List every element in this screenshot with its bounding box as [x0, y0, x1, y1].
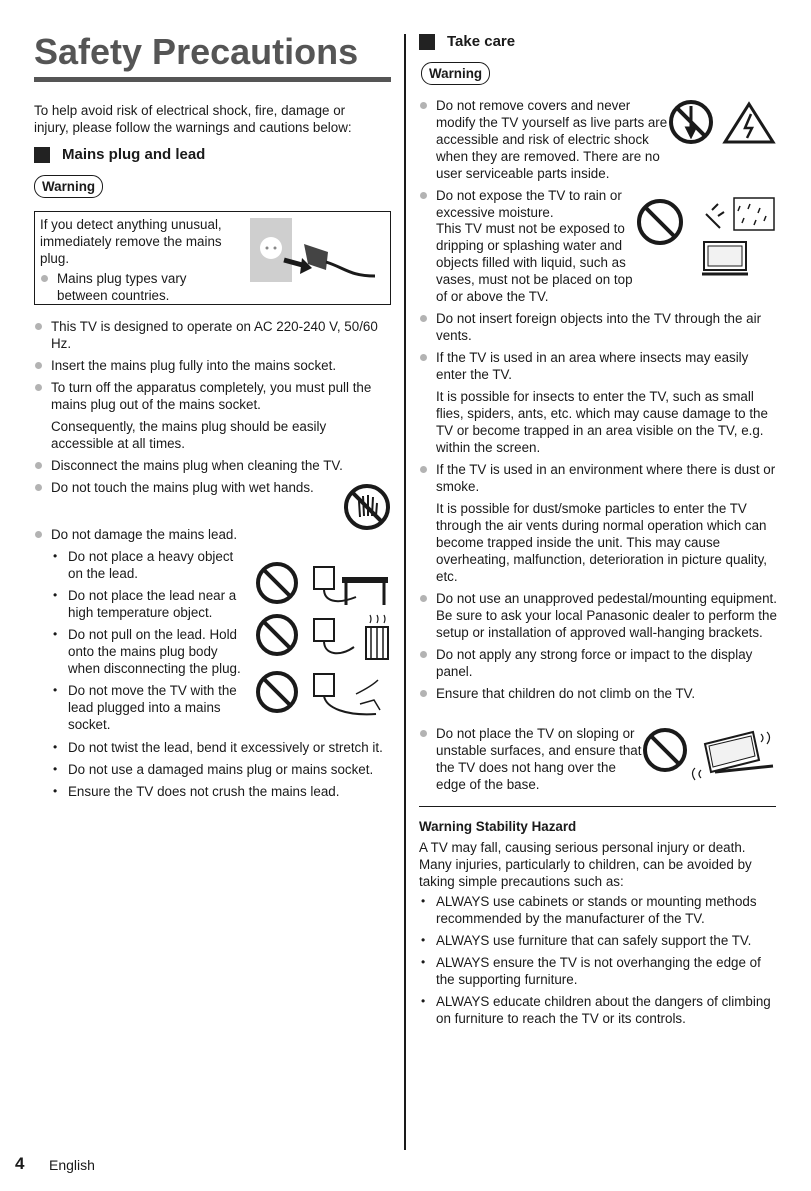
no-unstable-surface-icon — [643, 726, 779, 782]
warning-badge-left — [34, 175, 103, 198]
insects-detail: It is possible for insects to enter the TV, such as small flies, spiders, ants, etc. which may cause damage to the TV or become trapped in an area visible on the TV, e.g. within the screen. — [436, 389, 768, 455]
lead-item-damaged: • Do not use a damaged mains plug or mains socket. — [51, 761, 391, 778]
intro-text: To help avoid risk of electrical shock, fire, damage or injury, please follow the warnings and cautions below: — [34, 103, 352, 135]
box-main-text: If you detect anything unusual, immediately remove the mains plug. — [40, 217, 222, 266]
box-note: Mains plug types vary between countries. — [40, 270, 240, 304]
take-care-list-bottom — [419, 725, 647, 793]
bullet-ac-voltage: This TV is designed to operate on AC 220-240 V, 50/60 Hz. — [34, 318, 389, 352]
stability-divider — [419, 806, 776, 807]
stability-item-educate: • ALWAYS educate children about the dangers of climbing on furniture to reach the TV or its controls. — [419, 993, 779, 1027]
section-title-mains: Mains plug and lead — [62, 146, 206, 163]
page-language: English — [49, 1157, 95, 1173]
lead-item-heavy: • Do not place a heavy object on the lead. — [51, 548, 241, 582]
bullet-disconnect-cleaning: Disconnect the mains plug when cleaning the TV. — [34, 457, 389, 474]
stability-item-overhang: • ALWAYS ensure the TV is not overhanging the edge of the supporting furniture. — [419, 954, 779, 988]
mains-bullet-list — [34, 318, 389, 496]
item-children-climb: Ensure that children do not climb on the TV. — [419, 685, 779, 702]
item-force: Do not apply any strong force or impact to the display panel. — [419, 646, 779, 680]
section-title-take-care: Take care — [447, 33, 516, 50]
section-marker-icon — [34, 147, 50, 163]
lead-heading: Do not damage the mains lead. — [34, 526, 389, 543]
no-disassembly-icon — [669, 98, 779, 146]
moisture-detail: This TV must not be exposed to dripping or splashing water and objects filled with liquid, such as vases, must not be placed on top of or above the TV. — [436, 221, 633, 304]
stability-list — [419, 893, 779, 1027]
item-air-vents: Do not insert foreign objects into the TV through the air vents. — [419, 310, 779, 344]
lead-items-short — [51, 548, 241, 733]
warning-label: Warning — [34, 175, 103, 198]
item-moisture: Do not expose the TV to rain or excessive moisture. — [419, 187, 669, 221]
title-underline — [34, 77, 391, 82]
stability-title: Warning Stability Hazard — [419, 819, 577, 834]
consequently-text: Consequently, the mains plug should be easily accessible at all times. — [51, 419, 327, 451]
bullet-wet-hands: Do not touch the mains plug with wet hands. — [34, 479, 389, 496]
warning-badge-right — [421, 62, 490, 85]
section-marker-icon — [419, 34, 435, 50]
item-pedestal: Do not use an unapproved pedestal/mounting equipment. Be sure to ask your local Panasonic dealer to perform the setup or installation of approved wall-hanging brackets. — [419, 590, 779, 641]
lead-heading-list — [34, 526, 389, 543]
lead-item-pull: • Do not pull on the lead. Hold onto the mains plug body when disconnecting the plug. — [51, 626, 241, 677]
no-heat-source-icon — [256, 613, 392, 663]
stability-item-cabinets: • ALWAYS use cabinets or stands or mounting methods recommended by the manufacturer of the TV. — [419, 893, 779, 927]
stability-intro: A TV may fall, causing serious personal injury or death. Many injuries, particularly to children, can be avoided by taking simple precautions such as: — [419, 840, 752, 889]
no-pull-lead-icon — [256, 670, 392, 722]
no-heavy-object-icon — [256, 561, 392, 609]
item-insects: If the TV is used in an area where insects may easily enter the TV. — [419, 349, 779, 383]
section-heading-mains — [34, 145, 205, 165]
no-liquid-icon — [636, 196, 778, 278]
dust-detail: It is possible for dust/smoke particles to enter the TV through the air vents during normal operation which can become trapped inside the unit. This may cause overheating, malfunction, deterioration in picture quality, etc. — [436, 501, 767, 584]
take-care-list-top — [419, 97, 669, 221]
take-care-list-middle — [419, 310, 779, 702]
box-note-list — [40, 270, 240, 304]
item-sloping: Do not place the TV on sloping or unstable surfaces, and ensure that the TV does not hang over the edge of the base. — [419, 725, 647, 793]
no-wet-hands-icon — [343, 483, 391, 531]
plug-removal-icon — [250, 218, 380, 286]
bullet-insert-plug: Insert the mains plug fully into the mains socket. — [34, 357, 389, 374]
warning-label: Warning — [421, 62, 490, 85]
bullet-turn-off: To turn off the apparatus completely, you must pull the mains plug out of the mains socket. — [34, 379, 389, 413]
lead-item-crush: • Ensure the TV does not crush the mains lead. — [51, 783, 391, 800]
page-number: 4 — [15, 1154, 25, 1173]
stability-item-furniture: • ALWAYS use furniture that can safely support the TV. — [419, 932, 779, 949]
page-title: Safety Precautions — [34, 31, 359, 72]
section-heading-take-care — [419, 32, 515, 52]
item-dust: If the TV is used in an environment where there is dust or smoke. — [419, 461, 779, 495]
column-divider — [404, 34, 406, 1150]
lead-item-twist: • Do not twist the lead, bend it excessively or stretch it. — [51, 739, 391, 756]
lead-item-heat: • Do not place the lead near a high temperature object. — [51, 587, 241, 621]
item-covers: Do not remove covers and never modify the TV yourself as live parts are accessible and risk of electric shock when they are removed. There are no user serviceable parts inside. — [419, 97, 669, 182]
lead-item-move: • Do not move the TV with the lead plugged into a mains socket. — [51, 682, 241, 733]
lead-items-long — [51, 739, 391, 800]
